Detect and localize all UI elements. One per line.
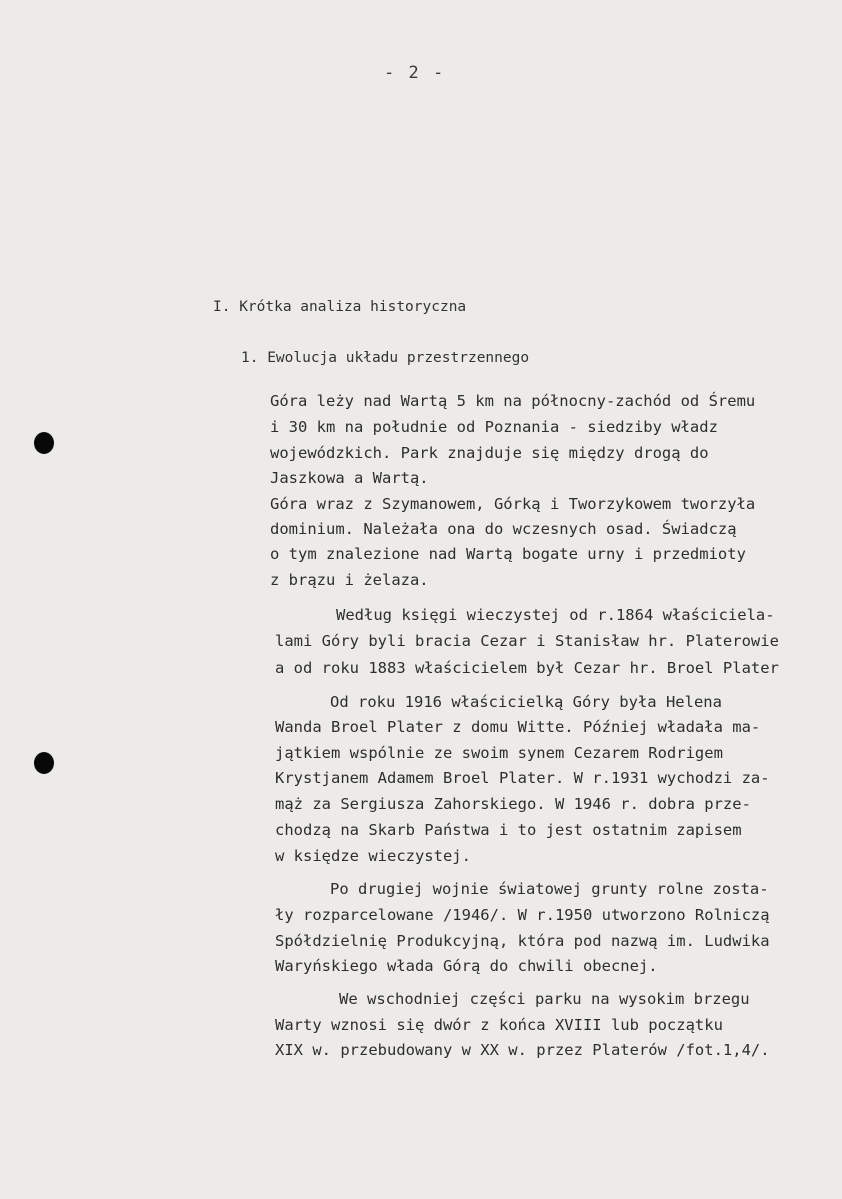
text-line: Według księgi wieczystej od r.1864 właściciela- [336, 606, 775, 624]
text-line: Wanda Broel Plater z domu Witte. Później władała ma- [275, 718, 761, 736]
text-line: z brązu i żelaza. [270, 571, 429, 589]
text-line: Od roku 1916 właścicielką Góry była Helena [330, 693, 722, 711]
text-line: Spółdzielnię Produkcyjną, która pod nazwą im. Ludwika [275, 932, 770, 950]
text-line: lami Góry byli bracia Cezar i Stanisław hr. Platerowie [275, 632, 779, 650]
text-line: wojewódzkich. Park znajduje się między drogą do [270, 444, 709, 462]
page-number: - 2 - [384, 63, 446, 83]
text-line: Góra wraz z Szymanowem, Górką i Tworzykowem tworzyła [270, 495, 756, 513]
punch-hole-top [34, 432, 54, 454]
text-line: o tym znalezione nad Wartą bogate urny i przedmioty [270, 545, 746, 563]
text-line: chodzą na Skarb Państwa i to jest ostatnim zapisem [275, 821, 742, 839]
text-line: Warty wznosi się dwór z końca XVIII lub początku [275, 1016, 723, 1034]
section-heading: I. Krótka analiza historyczna [213, 299, 467, 315]
text-line: Waryńskiego włada Górą do chwili obecnej. [275, 957, 658, 975]
text-line: ły rozparcelowane /1946/. W r.1950 utworzono Rolniczą [275, 906, 770, 924]
text-line: mąż za Sergiusza Zahorskiego. W 1946 r. dobra prze- [275, 795, 751, 813]
text-line: dominium. Należała ona do wczesnych osad. Świadczą [270, 520, 737, 538]
subsection-heading: 1. Ewolucja układu przestrzennego [241, 350, 530, 366]
text-line: a od roku 1883 właścicielem był Cezar hr. Broel Plater [275, 659, 779, 677]
text-line: Po drugiej wojnie światowej grunty rolne zosta- [330, 880, 769, 898]
text-line: Góra leży nad Wartą 5 km na północny-zachód od Śremu [270, 392, 756, 410]
text-line: i 30 km na południe od Poznania - siedziby władz [270, 418, 718, 436]
text-line: w księdze wieczystej. [275, 847, 471, 865]
text-line: Jaszkowa a Wartą. [270, 469, 429, 487]
text-line: We wschodniej części parku na wysokim brzegu [339, 990, 750, 1008]
text-line: XIX w. przebudowany w XX w. przez Platerów /fot.1,4/. [275, 1041, 770, 1059]
text-line: jątkiem wspólnie ze swoim synem Cezarem Rodrigem [275, 744, 723, 762]
text-line: Krystjanem Adamem Broel Plater. W r.1931 wychodzi za- [275, 769, 770, 787]
punch-hole-bottom [34, 752, 54, 774]
